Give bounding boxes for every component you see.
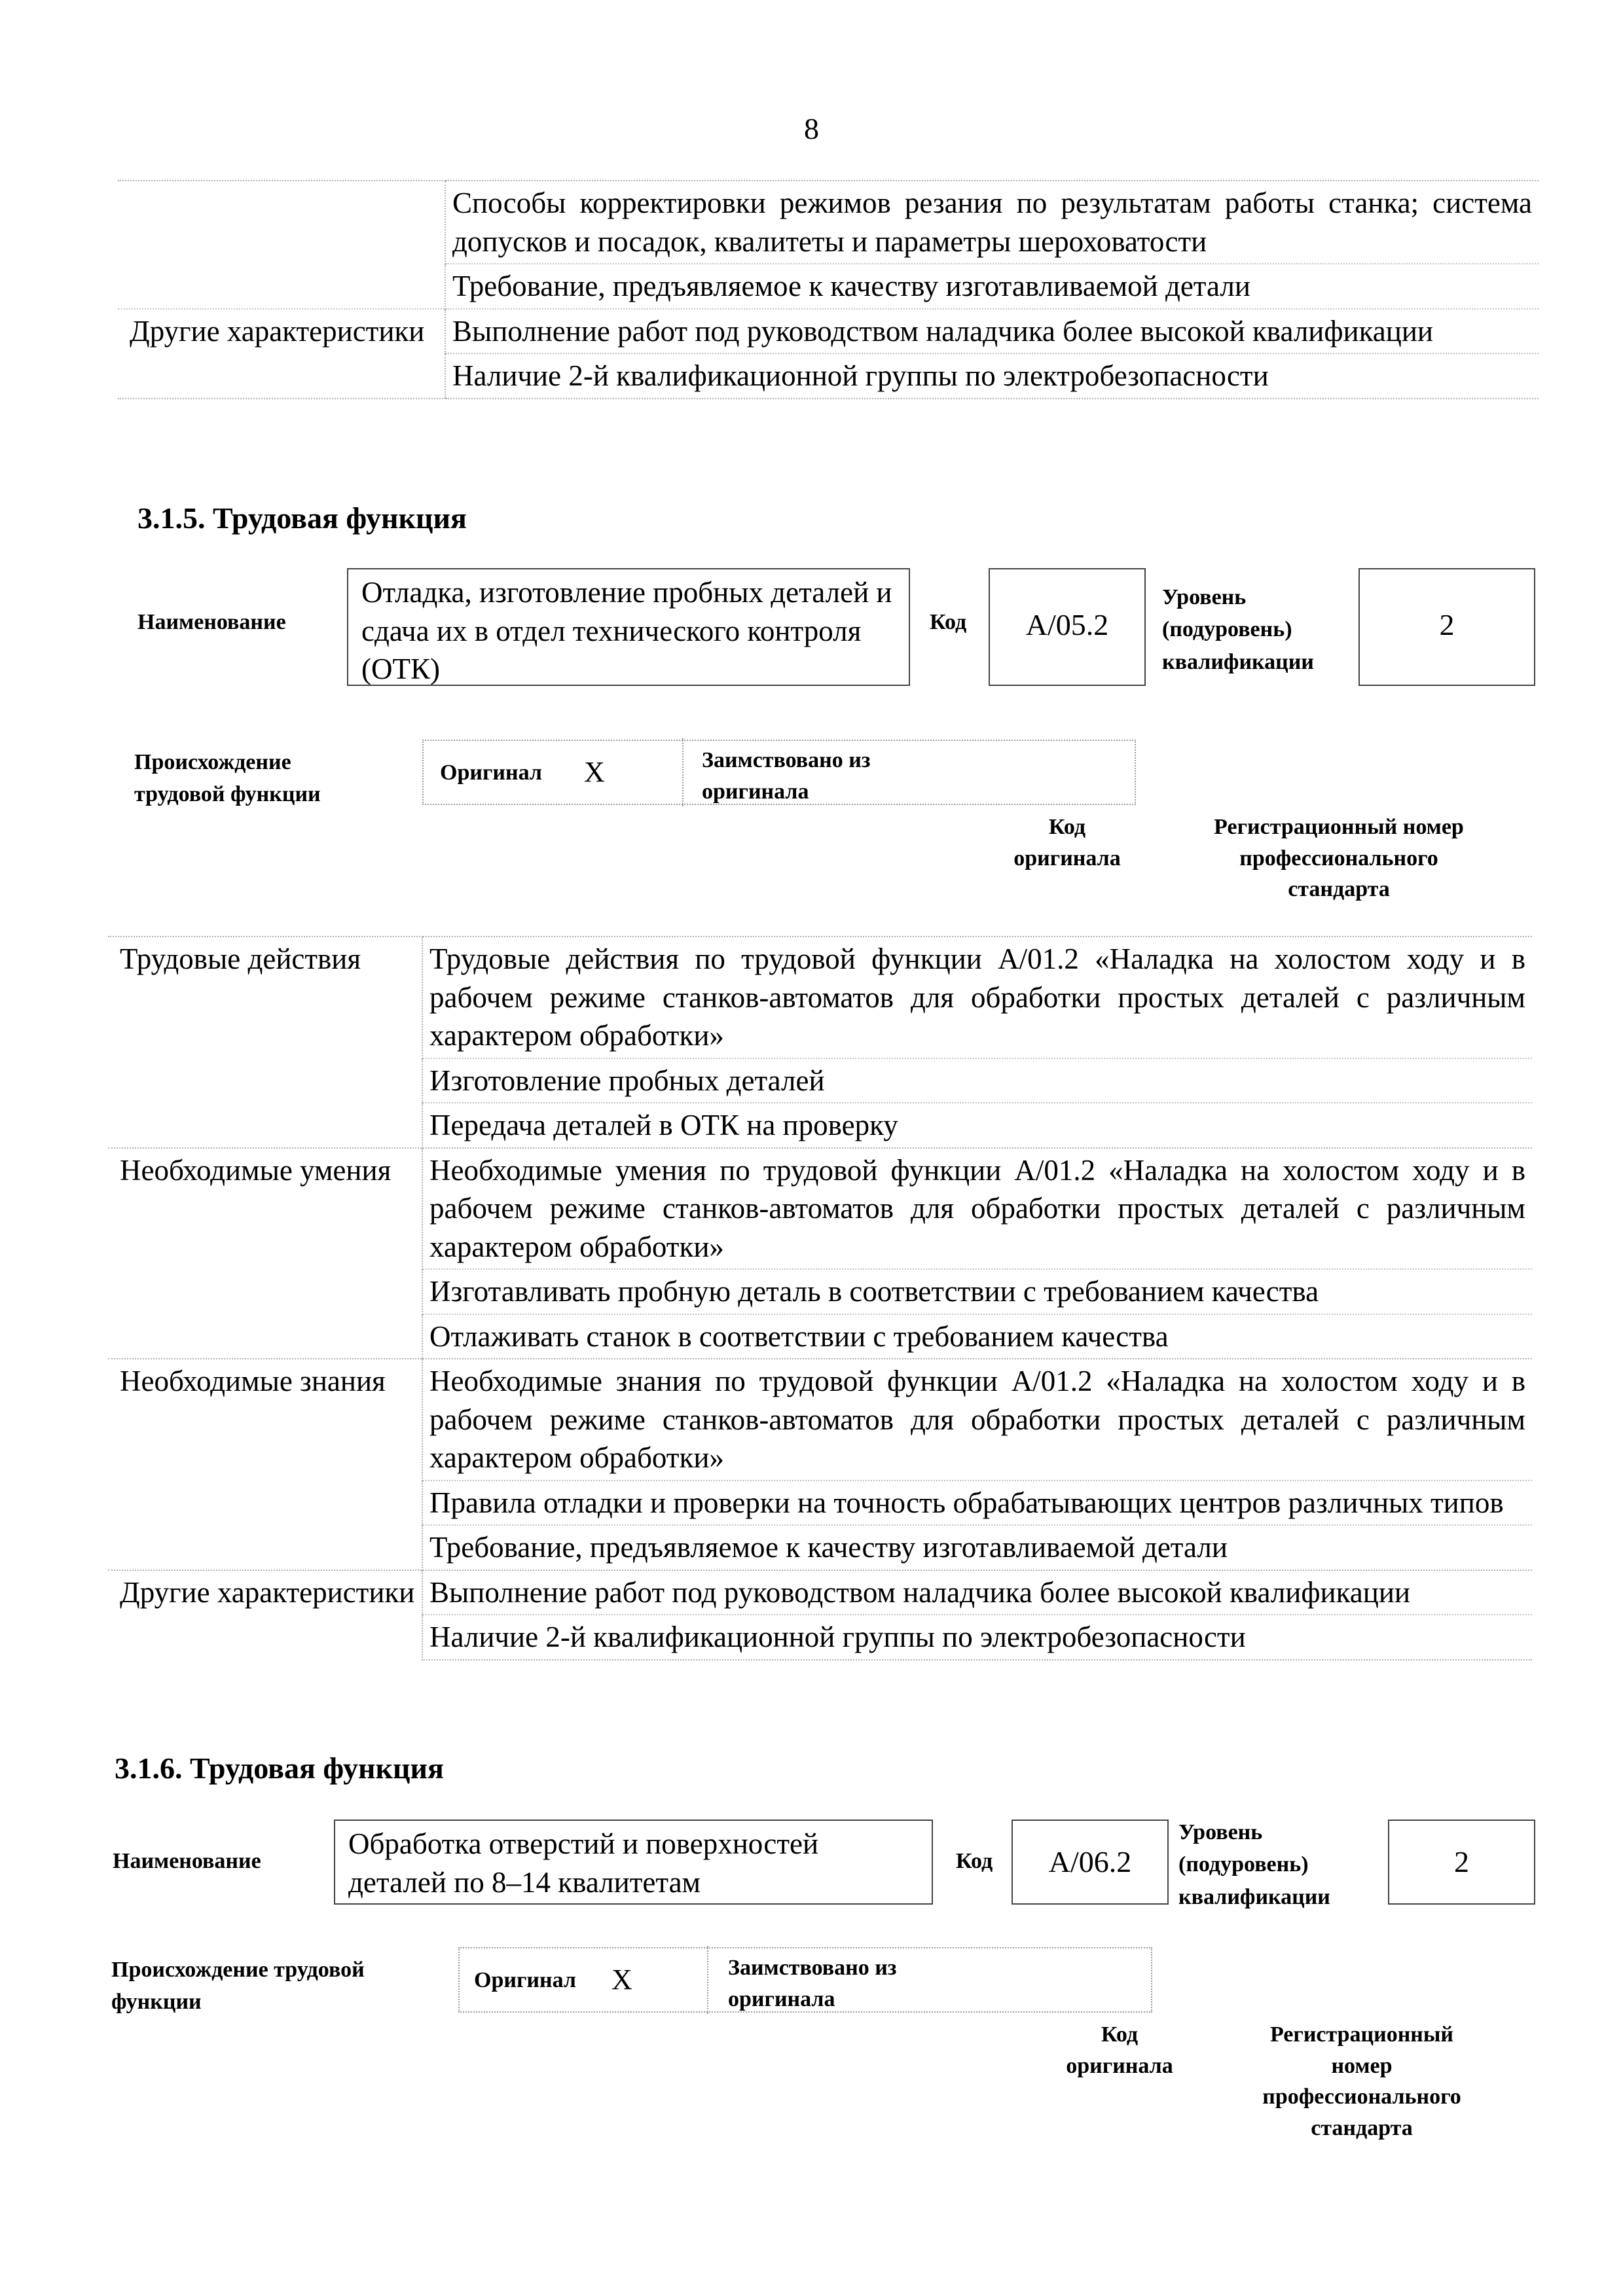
name-label: Наименование bbox=[137, 610, 286, 634]
table-label bbox=[118, 264, 445, 309]
origin-label: Происхождение трудовой функции bbox=[134, 750, 321, 807]
table-cell: Отлаживать станок в соответствии с требованием качества bbox=[422, 1314, 1532, 1359]
table-cell: Изготавливать пробную деталь в соответствии с требованием качества bbox=[422, 1269, 1532, 1314]
reg-number-caption: Регистрационный номер профессионального стандарта bbox=[1214, 815, 1464, 902]
table-cell: Изготовление пробных деталей bbox=[422, 1058, 1532, 1103]
page-number: 8 bbox=[804, 112, 819, 145]
code-label: Код bbox=[930, 610, 967, 634]
function-name-box bbox=[334, 1820, 933, 1905]
table-cell: Выполнение работ под руководством наладчика более высокой квалификации bbox=[422, 1570, 1532, 1615]
origin-box bbox=[422, 740, 1136, 805]
code-box bbox=[989, 568, 1146, 686]
group-label-knowledge: Необходимые знания bbox=[108, 1359, 422, 1570]
table-label: Другие характеристики bbox=[118, 309, 445, 354]
reg-number-caption: Регистрационный номер профессионального стандарта bbox=[1262, 2022, 1461, 2140]
origin-label: Происхождение трудовой функции bbox=[111, 1958, 365, 2015]
level-box bbox=[1388, 1820, 1535, 1905]
table-cell: Наличие 2-й квалификационной группы по электробезопасности bbox=[422, 1615, 1532, 1660]
table-cell: Правила отладки и проверки на точность обрабатывающих центров различных типов bbox=[422, 1480, 1532, 1526]
table-cell: Требование, предъявляемое к качеству изготавливаемой детали bbox=[445, 264, 1539, 309]
level-label: Уровень (подуровень) квалификации bbox=[1162, 585, 1314, 674]
table-cell: Передача деталей в ОТК на проверку bbox=[422, 1103, 1532, 1148]
group-label-actions: Трудовые действия bbox=[108, 937, 422, 1148]
requirements-table-315 bbox=[108, 936, 1532, 1660]
table-cell: Наличие 2-й квалификационной группы по электробезопасности bbox=[445, 353, 1539, 399]
code-value: A/05.2 bbox=[1025, 608, 1109, 641]
table-cell: Требование, предъявляемое к качеству изготавливаемой детали bbox=[422, 1525, 1532, 1570]
table-cell: Выполнение работ под руководством наладчика более высокой квалификации bbox=[445, 309, 1539, 354]
borrowed-label: Заимствовано из оригинала bbox=[728, 1956, 897, 2011]
table-cell: Необходимые знания по трудовой функции A/01.2 «Наладка на холостом ходу и в рабочем режиме станков-автоматов для обработки простых деталей с различным характером обработки» bbox=[422, 1359, 1532, 1480]
original-label: Оригинал bbox=[440, 761, 542, 785]
original-label: Оригинал bbox=[474, 1968, 576, 1992]
borrowed-label: Заимствовано из оригинала bbox=[702, 748, 871, 804]
level-value: 2 bbox=[1439, 608, 1455, 641]
original-x-mark: X bbox=[584, 756, 605, 788]
table-cell: Трудовые действия по трудовой функции A/01.2 «Наладка на холостом ходу и в рабочем режиме станков-автоматов для обработки простых деталей с различным характером обработки» bbox=[422, 937, 1532, 1058]
code-original-caption: Код оригинала bbox=[1066, 2022, 1173, 2078]
code-original-caption: Код оригинала bbox=[1013, 815, 1121, 870]
name-label: Наименование bbox=[113, 1849, 261, 1873]
function-name: Обработка отверстий и поверхностей деталей по 8–14 квалитетам bbox=[348, 1827, 819, 1899]
original-x-mark: X bbox=[611, 1964, 632, 1996]
level-box bbox=[1359, 568, 1535, 686]
table-cell: Необходимые умения по трудовой функции A/01.2 «Наладка на холостом ходу и в рабочем режиме станков-автоматов для обработки простых деталей с различным характером обработки» bbox=[422, 1148, 1532, 1270]
group-label-skills: Необходимые умения bbox=[108, 1148, 422, 1359]
section-heading: 3.1.6. Трудовая функция bbox=[115, 1751, 444, 1785]
code-label: Код bbox=[956, 1849, 993, 1873]
table-label bbox=[118, 353, 445, 399]
origin-box bbox=[458, 1947, 1152, 2013]
table-label bbox=[118, 181, 445, 264]
level-label: Уровень (подуровень) квалификации bbox=[1178, 1820, 1330, 1909]
group-label-other: Другие характеристики bbox=[108, 1570, 422, 1660]
table-cell: Способы корректировки режимов резания по результатам работы станка; система допусков и посадок, квалитеты и параметры шероховатости bbox=[445, 181, 1539, 264]
code-box bbox=[1012, 1820, 1169, 1905]
level-value: 2 bbox=[1454, 1845, 1469, 1878]
code-value: A/06.2 bbox=[1048, 1845, 1132, 1878]
function-name: Отладка, изготовление пробных деталей и сдача их в отдел технического контроля (ОТК) bbox=[361, 576, 892, 685]
function-name-box bbox=[347, 568, 910, 686]
section-heading: 3.1.5. Трудовая функция bbox=[137, 501, 467, 535]
top-requirements-table bbox=[118, 180, 1539, 399]
